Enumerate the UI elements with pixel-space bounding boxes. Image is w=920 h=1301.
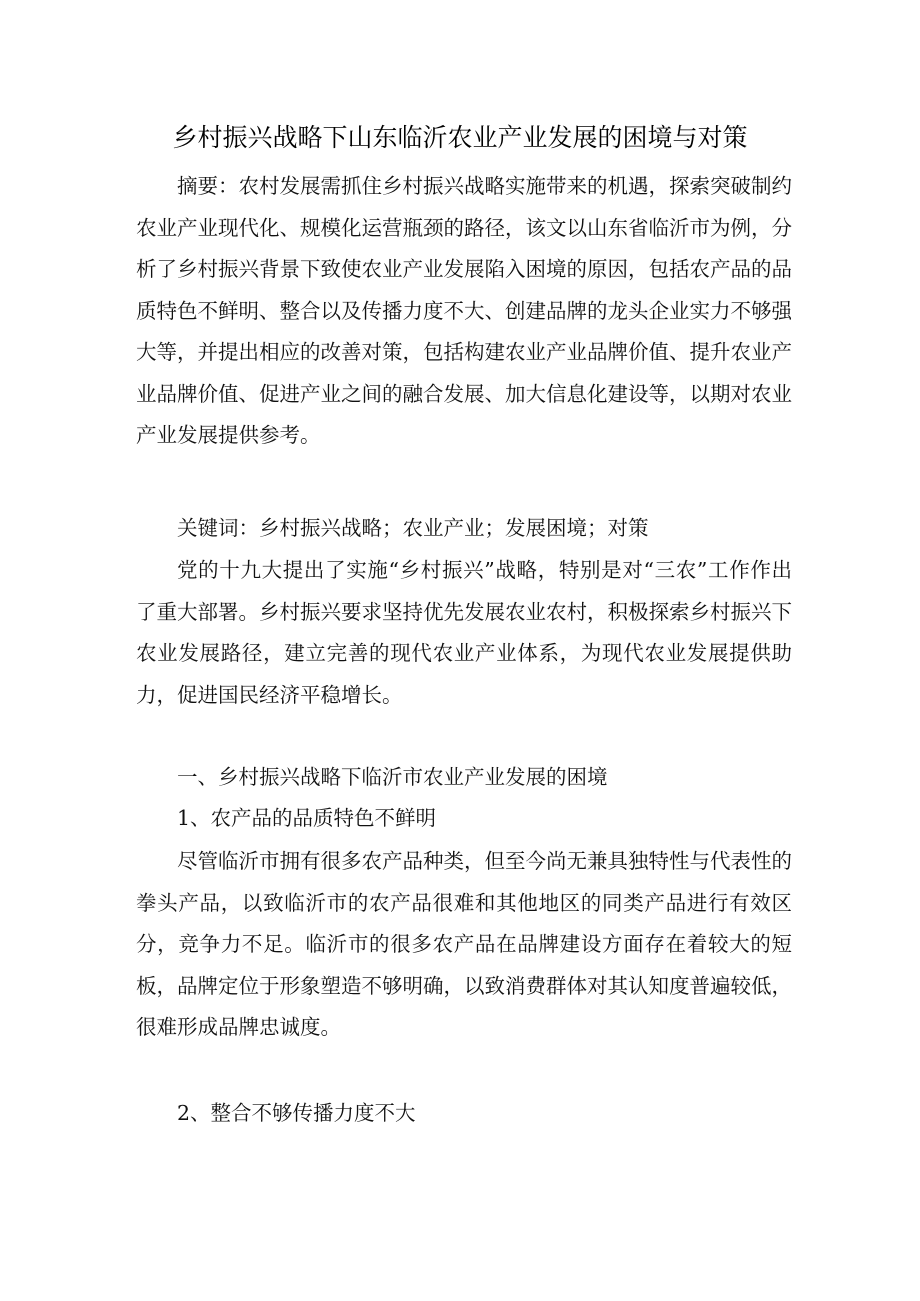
- intro-paragraph: 党的十九大提出了实施“乡村振兴”战略，特别是对“三农”工作作出了重大部署。乡村振兴要求坚持优先发展农业农村，积极探索乡村振兴下农业发展路径，建立完善的现代农业产业体系，为现代农业发展提供助力，促进国民经济平稳增长。: [136, 558, 792, 707]
- keywords-paragraph: 关键词：乡村振兴战略；农业产业；发展困境；对策: [177, 516, 649, 540]
- subsection-heading-1: 1、农产品的品质特色不鲜明: [177, 806, 437, 830]
- subsection-body-1: 尽管临沂市拥有很多农产品种类，但至今尚无兼具独特性与代表性的拳头产品，以致临沂市的农产品很难和其他地区的同类产品进行有效区分，竞争力不足。临沂市的很多农产品在品牌建设方面存在着较大的短板，品牌定位于形象塑造不够明确，以致消费群体对其认知度普遍较低，很难形成品牌忠诚度。: [136, 849, 792, 1039]
- section-heading-1: 一、乡村振兴战略下临沂市农业产业发展的困境: [177, 765, 608, 789]
- subsection-heading-2: 2、整合不够传播力度不大: [177, 1101, 416, 1125]
- document-title: 乡村振兴战略下山东临沂农业产业发展的困境与对策: [172, 123, 748, 152]
- abstract-paragraph: 摘要：农村发展需抓住乡村振兴战略实施带来的机遇，探索突破制约农业产业现代化、规模化运营瓶颈的路径，该文以山东省临沂市为例，分析了乡村振兴背景下致使农业产业发展陷入困境的原因，包括农产品的品质特色不鲜明、整合以及传播力度不大、创建品牌的龙头企业实力不够强大等，并提出相应的改善对策，包括构建农业产业品牌价值、提升农业产业品牌价值、促进产业之间的融合发展、加大信息化建设等，以期对农业产业发展提供参考。: [136, 174, 792, 447]
